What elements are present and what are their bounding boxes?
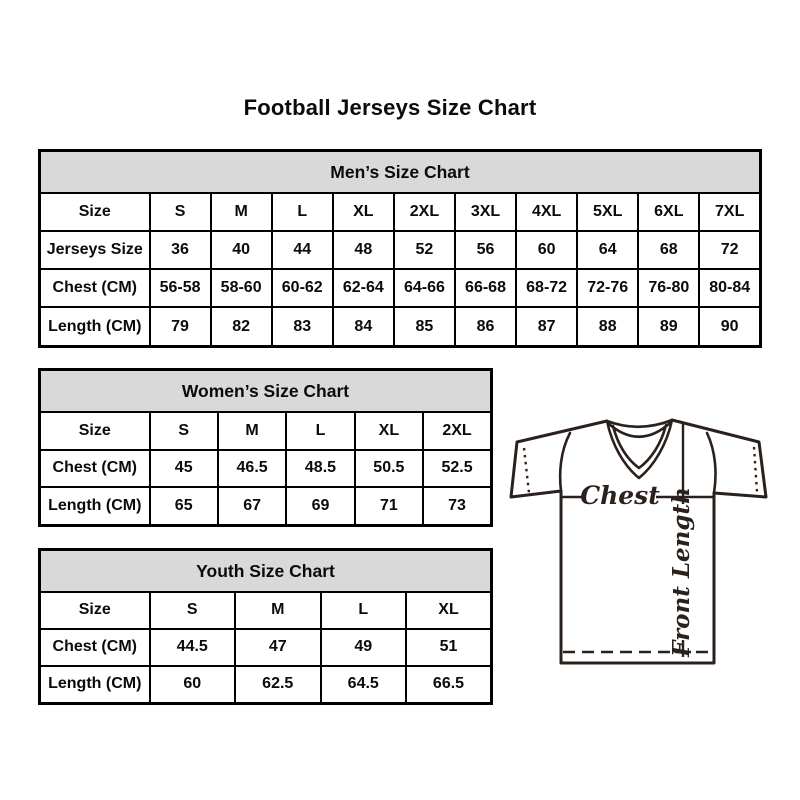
- mens-value-cell: 85: [394, 307, 455, 346]
- mens-value-cell: 60: [516, 231, 577, 269]
- mens-row-label: Length (CM): [40, 307, 150, 346]
- mens-value-cell: 72-76: [577, 269, 638, 307]
- mens-value-cell: 60-62: [272, 269, 333, 307]
- chest-label: Chest: [580, 481, 660, 510]
- youth-value-cell: S: [150, 592, 236, 629]
- womens-value-cell: 50.5: [355, 450, 423, 488]
- mens-value-cell: 66-68: [455, 269, 516, 307]
- mens-value-cell: 72: [699, 231, 760, 269]
- womens-row-label: Chest (CM): [40, 450, 150, 488]
- youth-value-cell: 66.5: [406, 666, 492, 704]
- womens-value-cell: 67: [218, 487, 286, 525]
- mens-value-cell: 4XL: [516, 193, 577, 231]
- youth-value-cell: 64.5: [321, 666, 407, 704]
- mens-value-cell: 3XL: [455, 193, 516, 231]
- mens-value-cell: 36: [150, 231, 211, 269]
- jersey-collar-icon: [607, 420, 672, 478]
- mens-value-cell: 88: [577, 307, 638, 346]
- mens-value-cell: S: [150, 193, 211, 231]
- youth-table-row: [40, 666, 492, 704]
- sleeve-stitch-left: [524, 448, 529, 493]
- mens-value-cell: 79: [150, 307, 211, 346]
- womens-value-cell: 2XL: [423, 412, 491, 450]
- mens-value-cell: 58-60: [211, 269, 272, 307]
- mens-value-cell: 62-64: [333, 269, 394, 307]
- womens-value-cell: 73: [423, 487, 491, 525]
- mens-table-row: [40, 231, 761, 269]
- youth-row-label: Length (CM): [40, 666, 150, 704]
- womens-value-cell: 69: [286, 487, 354, 525]
- youth-value-cell: 51: [406, 629, 492, 666]
- mens-value-cell: 80-84: [699, 269, 760, 307]
- mens-value-cell: 2XL: [394, 193, 455, 231]
- womens-value-cell: 71: [355, 487, 423, 525]
- womens-value-cell: 52.5: [423, 450, 491, 488]
- mens-row-label: Jerseys Size: [40, 231, 150, 269]
- mens-value-cell: XL: [333, 193, 394, 231]
- mens-value-cell: 76-80: [638, 269, 699, 307]
- mens-size-table: [38, 149, 762, 348]
- youth-value-cell: 60: [150, 666, 236, 704]
- womens-value-cell: 46.5: [218, 450, 286, 488]
- youth-value-cell: M: [235, 592, 321, 629]
- womens-value-cell: XL: [355, 412, 423, 450]
- mens-value-cell: 7XL: [699, 193, 760, 231]
- youth-value-cell: 49: [321, 629, 407, 666]
- mens-value-cell: M: [211, 193, 272, 231]
- youth-table-row: [40, 592, 492, 629]
- mens-value-cell: 48: [333, 231, 394, 269]
- mens-value-cell: 52: [394, 231, 455, 269]
- mens-row-label: Chest (CM): [40, 269, 150, 307]
- youth-row-label: Size: [40, 592, 150, 629]
- mens-value-cell: 83: [272, 307, 333, 346]
- womens-value-cell: 65: [150, 487, 218, 525]
- mens-value-cell: 84: [333, 307, 394, 346]
- mens-table-row: [40, 307, 761, 346]
- youth-value-cell: 47: [235, 629, 321, 666]
- youth-size-table: [38, 548, 493, 705]
- mens-value-cell: 56: [455, 231, 516, 269]
- womens-size-chart-table: [38, 368, 493, 527]
- mens-table-title: Men’s Size Chart: [40, 151, 761, 194]
- mens-value-cell: 87: [516, 307, 577, 346]
- womens-value-cell: M: [218, 412, 286, 450]
- mens-value-cell: 68-72: [516, 269, 577, 307]
- mens-value-cell: 68: [638, 231, 699, 269]
- womens-table-row: [40, 450, 492, 488]
- mens-value-cell: 64: [577, 231, 638, 269]
- womens-value-cell: S: [150, 412, 218, 450]
- womens-table-row: [40, 412, 492, 450]
- youth-table-title: Youth Size Chart: [40, 550, 492, 593]
- mens-value-cell: 6XL: [638, 193, 699, 231]
- jersey-measurement-diagram: [505, 400, 775, 690]
- youth-table-row: [40, 629, 492, 666]
- mens-value-cell: 89: [638, 307, 699, 346]
- womens-table-title: Women’s Size Chart: [40, 370, 492, 413]
- mens-value-cell: 56-58: [150, 269, 211, 307]
- sleeve-stitch-right: [754, 447, 757, 492]
- mens-value-cell: 86: [455, 307, 516, 346]
- mens-value-cell: 64-66: [394, 269, 455, 307]
- mens-value-cell: 90: [699, 307, 760, 346]
- mens-value-cell: 5XL: [577, 193, 638, 231]
- womens-row-label: Length (CM): [40, 487, 150, 525]
- mens-value-cell: L: [272, 193, 333, 231]
- mens-table-row: [40, 269, 761, 307]
- mens-value-cell: 82: [211, 307, 272, 346]
- youth-value-cell: 62.5: [235, 666, 321, 704]
- youth-size-chart-table: [38, 548, 493, 705]
- youth-value-cell: L: [321, 592, 407, 629]
- womens-row-label: Size: [40, 412, 150, 450]
- youth-value-cell: XL: [406, 592, 492, 629]
- womens-table-row: [40, 487, 492, 525]
- womens-size-table: [38, 368, 493, 527]
- mens-value-cell: 44: [272, 231, 333, 269]
- mens-size-chart-table: [38, 149, 762, 348]
- womens-value-cell: L: [286, 412, 354, 450]
- womens-value-cell: 48.5: [286, 450, 354, 488]
- jersey-outline-icon: [511, 420, 766, 663]
- youth-row-label: Chest (CM): [40, 629, 150, 666]
- mens-row-label: Size: [40, 193, 150, 231]
- mens-value-cell: 40: [211, 231, 272, 269]
- front-length-label: Front Length: [668, 487, 695, 657]
- page-title: Football Jerseys Size Chart: [243, 95, 537, 120]
- youth-value-cell: 44.5: [150, 629, 236, 666]
- womens-value-cell: 45: [150, 450, 218, 488]
- mens-table-row: [40, 193, 761, 231]
